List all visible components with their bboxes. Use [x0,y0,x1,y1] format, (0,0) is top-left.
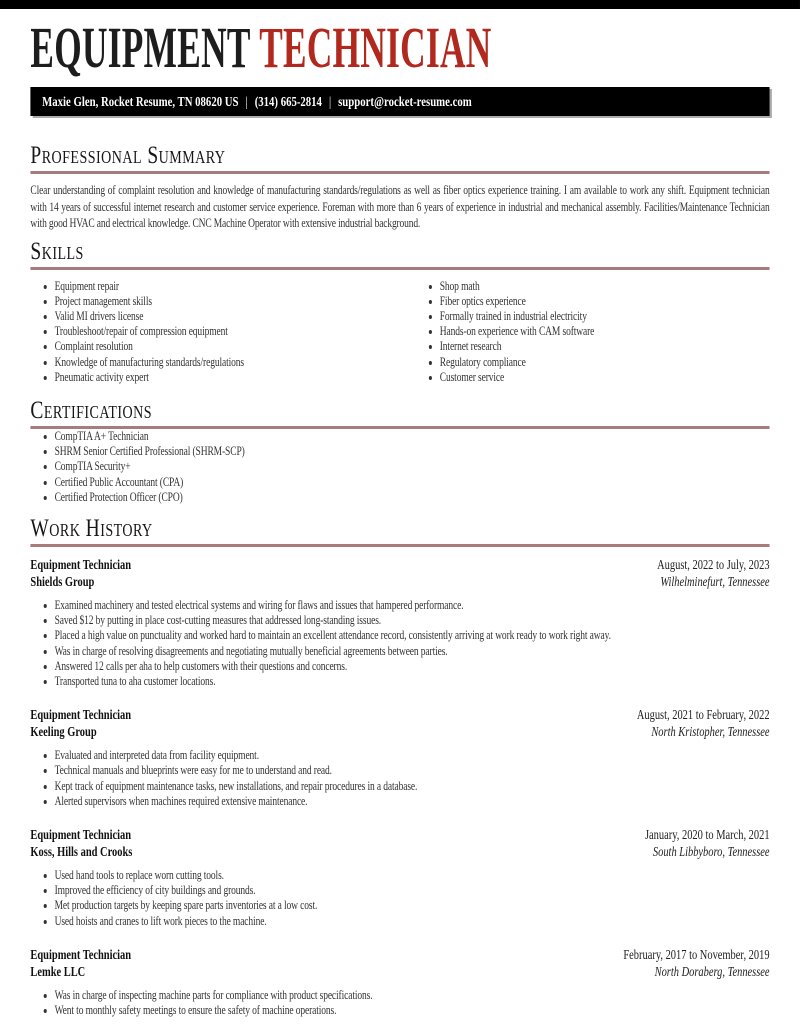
job-bullet: • Met production targets by keeping spare parts inventories at a low cost. [55,898,770,913]
skill-item: • Shop math [440,279,770,294]
job-bullet-list [30,868,769,929]
job-header-row [30,557,769,573]
job-bullet: • Went to monthly safety meetings to ensure the safety of machine operations. [55,1003,770,1018]
skill-item: • Fiber optics experience [440,294,770,309]
section-rule [30,267,769,270]
section-certifications [30,398,769,505]
job-bullet: • Was in charge of resolving disagreements and negotiating mutually beneficial agreements between parties. [55,644,770,659]
page-title [30,15,607,80]
job-dates: August, 2021 to February, 2022 [636,707,770,723]
title-primary: EQUIPMENT [30,15,251,80]
skill-item: • Pneumatic activity expert [55,370,416,385]
content-container [0,15,800,1018]
contact-separator: | [245,94,248,109]
job-header-row [30,947,769,963]
skills-list-left [30,279,415,385]
certification-item: • CompTIA Security+ [55,459,770,474]
job-company: Lemke LLC [30,963,86,979]
section-skills [30,239,769,385]
skill-item: • Regulatory compliance [440,355,770,370]
job-title: Equipment Technician [30,556,132,572]
title-accent: TECHNICIAN [259,15,492,80]
job-subheader-row [30,844,769,860]
skills-list-right [416,279,770,385]
top-black-bar [0,0,800,9]
job-bullet-list [30,598,769,689]
job-bullet: • Was in charge of inspecting machine parts for compliance with product specifications. [55,988,770,1003]
job-dates: August, 2022 to July, 2023 [657,556,770,572]
skills-heading: Skills [30,237,84,265]
skill-item: • Complaint resolution [55,339,416,354]
skill-item: • Customer service [440,370,770,385]
job-location: South Libbyboro, Tennessee [652,843,770,859]
job-location: Wilhelminefurt, Tennessee [660,573,770,589]
certifications-list [30,429,769,505]
job-bullet: • Technical manuals and blueprints were easy for me to understand and read. [55,763,770,778]
job-bullet-list [30,748,769,809]
skill-item: • Project management skills [55,294,416,309]
work-history-heading: Work History [30,514,153,542]
job-bullet: • Alerted supervisors when machines required extensive maintenance. [55,794,770,809]
certification-item: • SHRM Senior Certified Professional (SHRM-SCP) [55,444,770,459]
section-professional-summary [30,143,769,232]
skill-item: • Formally trained in industrial electricity [440,309,770,324]
skill-item: • Equipment repair [55,279,416,294]
job-bullet: • Improved the efficiency of city buildings and grounds. [55,883,770,898]
job-dates: January, 2020 to March, 2021 [644,826,770,842]
job-company: Shields Group [30,573,95,589]
summary-heading: Professional Summary [30,142,226,169]
contact-separator: | [328,94,332,109]
job-company: Koss, Hills and Crooks [30,843,133,859]
job-subheader-row [30,724,769,740]
job-bullet: • Evaluated and interpreted data from facility equipment. [55,748,770,763]
job-title: Equipment Technician [30,707,132,723]
job-location: North Kristopher, Tennessee [651,724,770,740]
section-work-history [30,516,769,1018]
job-bullet: • Kept track of equipment maintenance tasks, new installations, and repair procedures in a database. [55,779,770,794]
job-entry [30,557,769,689]
job-entry [30,707,769,809]
skills-columns [30,279,769,385]
job-subheader-row [30,964,769,980]
skill-item: • Troubleshoot/repair of compression equipment [55,324,416,339]
certification-item: • CompTIA A+ Technician [55,429,770,444]
job-title: Equipment Technician [30,826,132,842]
job-bullet: • Used hand tools to replace worn cutting tools. [55,868,770,883]
job-company: Keeling Group [30,724,97,740]
section-rule [30,171,769,174]
job-bullet: • Examined machinery and tested electrical systems and wiring for flaws and issues that hampered performance. [55,598,770,613]
job-header-row [30,827,769,843]
contact-bar [30,87,769,116]
skill-item: • Internet research [440,339,770,354]
job-header-row [30,707,769,723]
job-bullet: • Transported tuna to aha customer locations. [55,674,770,689]
certification-item: • Certified Public Accountant (CPA) [55,475,770,490]
job-bullet: • Answered 12 calls per aha to help customers with their questions and concerns. [55,659,770,674]
section-rule [30,544,769,547]
job-dates: February, 2017 to November, 2019 [623,946,770,962]
summary-text: Clear understanding of complaint resolution and knowledge of manufacturing standards/regulations as well as fiber optics experience training. I am available to work any shift. Equipment technician with 14 years of successful internet research and customer service experience. Foreman with more than 6 years of experience in industrial and mechanical assembly. Facilities/Maintenance Technician with good HVAC and electrical knowledge. CNC Machine Operator with extensive industrial background. [30,183,770,230]
job-entry [30,947,769,1018]
job-title: Equipment Technician [30,946,132,962]
job-entry [30,827,769,929]
skill-item: • Valid MI drivers license [55,309,416,324]
job-bullet: • Used hoists and cranes to lift work pieces to the machine. [55,914,770,929]
certification-item: • Certified Protection Officer (CPO) [55,490,770,505]
skill-item: • Hands-on experience with CAM software [440,324,770,339]
contact-name-address: Maxie Glen, Rocket Resume, TN 08620 US [42,94,239,109]
contact-phone: (314) 665-2814 [254,94,322,109]
job-subheader-row [30,574,769,590]
skill-item: • Knowledge of manufacturing standards/regulations [55,355,416,370]
contact-email: support@rocket-resume.com [338,94,472,109]
certifications-heading: Certifications [30,396,153,424]
job-bullet-list [30,988,769,1018]
job-location: North Doraberg, Tennessee [654,963,770,979]
job-bullet: • Saved $12 by putting in place cost-cutting measures that addressed long-standing issues. [55,613,770,628]
job-bullet: • Placed a high value on punctuality and worked hard to maintain an excellent attendance record, consistently arriving at work ready to work right away. [55,628,770,643]
